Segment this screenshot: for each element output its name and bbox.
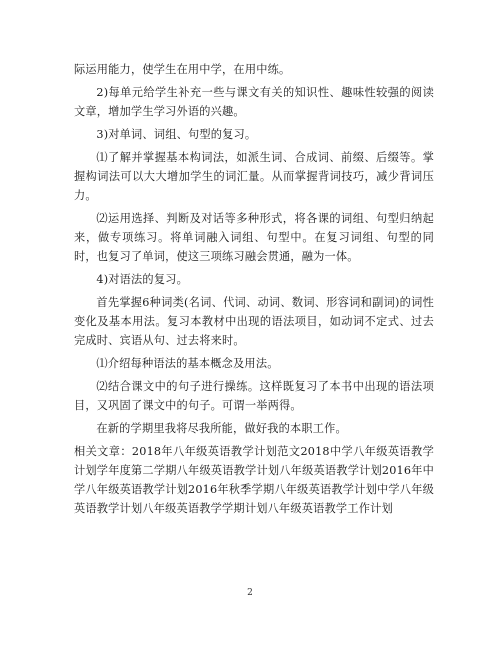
paragraph-3: 3)对单词、词组、句型的复习。: [96, 128, 257, 141]
related-articles: 相关文章：2018年八年级英语教学计划范文2018中学八年级英语教学计划学年度第二学期八年级英语教学计划八年级英语教学计划2016年中学八年级英语教学计划2016年秋季学期八年级英语教学计划中学八年级英语教学计划八年级英语教学学期计划八年级英语教学工作计划: [74, 445, 434, 515]
paragraph-6: 4)对语法的复习。: [96, 273, 188, 286]
paragraph-5: ⑵运用选择、判断及对话等多种形式，将各课的词组、句型归纳起来，做专项练习。将单词融入词组、句型中。在复习词组、句型的同时，也复习了单词，使这三项练习融会贯通，融为一体。: [74, 212, 434, 263]
paragraph-10: 在新的学期里我将尽我所能，做好我的本职工作。: [96, 422, 347, 435]
paragraph-7: 首先掌握6种词类(名词、代词、动词、数词、形容词和副词)的词性变化及基本用法。复习本教材中出现的语法项目，如动词不定式、过去完成时、宾语从句、过去将来时。: [74, 296, 434, 347]
page-number: 2: [247, 588, 253, 598]
paragraph-9: ⑵结合课文中的句子进行操练。这样既复习了本书中出现的语法项目，又巩固了课文中的句子。可谓一举两得。: [74, 380, 434, 412]
paragraph-4: ⑴了解并掌握基本构词法，如派生词、合成词、前缀、后缀等。掌握构词法可以大大增加学生的词汇量。从而掌握背词技巧，减少背词压力。: [74, 151, 434, 202]
paragraph-1: 际运用能力，使学生在用中学，在用中练。: [74, 63, 291, 76]
document-body: [74, 60, 434, 518]
paragraph-2: 2)每单元给学生补充一些与课文有关的知识性、趣味性较强的阅读文章，增加学生学习外语的兴趣。: [74, 86, 434, 118]
paragraph-8: ⑴介绍每种语法的基本概念及用法。: [96, 357, 279, 370]
